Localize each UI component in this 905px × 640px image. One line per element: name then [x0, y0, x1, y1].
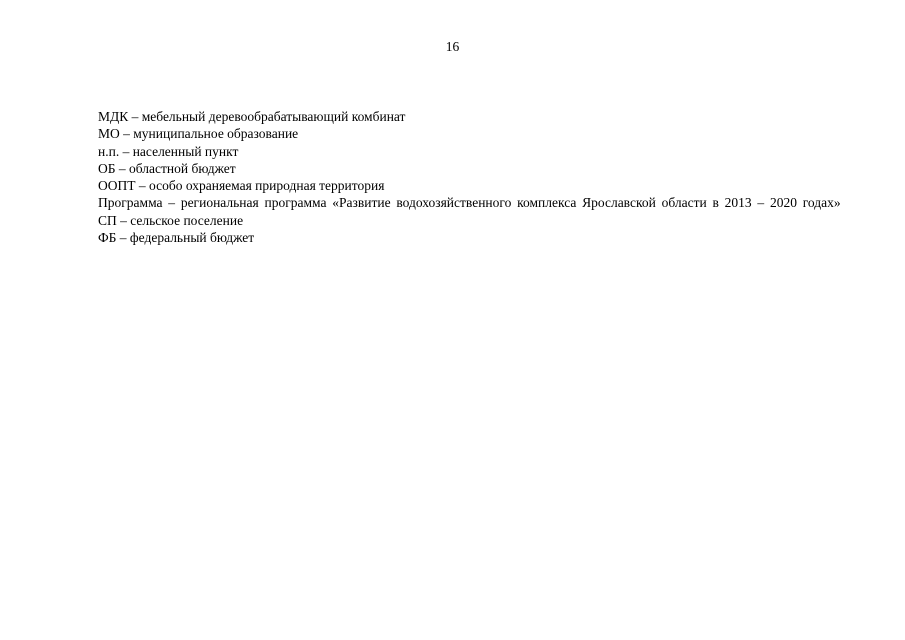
abbreviation-entry-ob: ОБ – областной бюджет [98, 160, 236, 176]
abbreviation-entry-mo: МО – муниципальное образование [98, 126, 299, 142]
abbreviation-entry-np: н.п. – населенный пункт [98, 143, 239, 159]
abbreviation-entry-programma: Программа – региональная программа «Развитие водохозяйственного комплекса Ярославской области в 2013 – 2020 годах» [98, 195, 841, 211]
abbreviation-entry-fb: ФБ – федеральный бюджет [98, 230, 255, 246]
page-number: 16 [445, 39, 460, 54]
abbreviation-list [61, 108, 845, 246]
abbreviation-entry-mdk: МДК – мебельный деревообрабатывающий комбинат [98, 109, 406, 124]
abbreviation-entry-oopt: ООПТ – особо охраняемая природная территория [98, 178, 385, 194]
abbreviation-entry-sp: СП – сельское поселение [98, 212, 244, 228]
